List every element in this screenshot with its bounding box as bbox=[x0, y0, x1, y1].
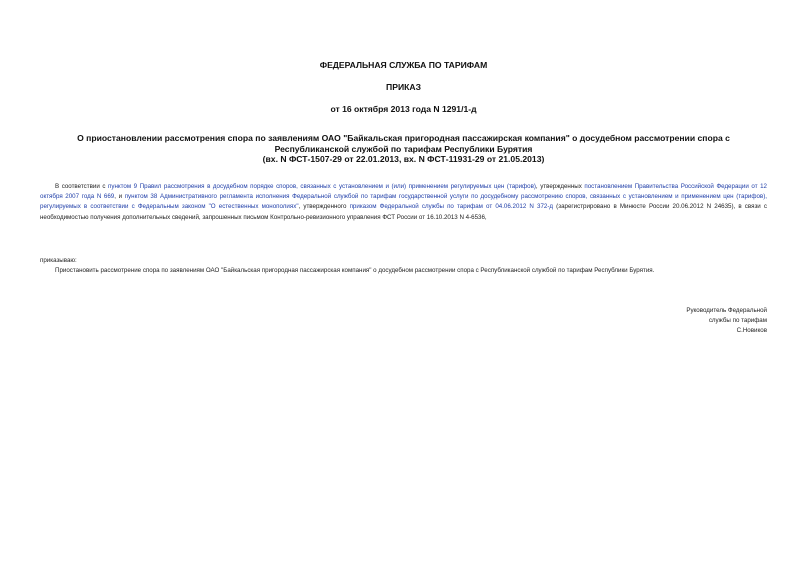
signature-block bbox=[567, 306, 767, 337]
agency-heading: ФЕДЕРАЛЬНАЯ СЛУЖБА ПО ТАРИФАМ bbox=[319, 60, 488, 70]
document-type-heading: ПРИКАЗ bbox=[386, 82, 421, 92]
title-line-3: (вх. N ФСТ-1507-29 от 22.01.2013, вх. N ФСТ-11931-29 от 21.05.2013) bbox=[262, 154, 545, 165]
preamble-paragraph bbox=[40, 182, 767, 223]
document-date-number: от 16 октября 2013 года N 1291/1-д bbox=[330, 104, 477, 114]
title-line-2: Республиканской службой по тарифам Республики Бурятия bbox=[274, 143, 533, 154]
fst-order-link[interactable]: приказом Федеральной службы по тарифам от 04.06.2012 N 372-д bbox=[349, 203, 554, 211]
order-paragraph: Приостановить рассмотрение спора по заявлениям ОАО "Байкальская пригородная пассажирская компания" о досудебном рассмотрении спора с Республиканской службой по тарифам Республики Бурятия. bbox=[55, 267, 655, 274]
signature-position-line-1: Руководитель Федеральной bbox=[686, 307, 767, 314]
preamble-text-4: , утвержденного bbox=[298, 203, 350, 211]
regulation-clause-link[interactable]: пунктом 38 Административного регламента исполнения Федеральной службой по тарифам государственной услуги по досудебному рассмотрению споров, связанных с установлением и применением цен (тарифов), регулируемых в соответствии с Федеральным законом "О естественных монополиях" bbox=[40, 193, 767, 211]
preamble-text-3: , и bbox=[114, 193, 125, 201]
document-title bbox=[40, 133, 767, 165]
title-line-1: О приостановлении рассмотрения спора по заявлениям ОАО "Байкальская пригородная пассажирская компания" о досудебном рассмотрении спора с bbox=[77, 133, 730, 143]
preamble-text-2: , утвержденных bbox=[535, 183, 585, 190]
signature-name: С.Новиков bbox=[736, 327, 767, 335]
rules-clause-link[interactable]: пунктом 9 Правил рассмотрения в досудебном порядке споров, связанных с установлением и (или) применением регулируемых цен (тарифов) bbox=[108, 183, 536, 190]
signature-position-line-2: службы по тарифам bbox=[708, 317, 767, 325]
preamble-text-1: В соответствии с bbox=[55, 183, 109, 190]
order-keyword: приказываю: bbox=[40, 257, 77, 264]
preamble-text-5: (зарегистрировано в Минюсте России 20.06.2012 N 24635), в связи с необходимостью получения дополнительных сведений, запрошенных письмом Контрольно-ревизионного управления ФСТ России от 16.10.2013 N 4-6536, bbox=[40, 203, 767, 221]
government-decree-link[interactable]: постановлением Правительства Российской Федерации от 12 октября 2007 года N 669 bbox=[40, 183, 767, 201]
